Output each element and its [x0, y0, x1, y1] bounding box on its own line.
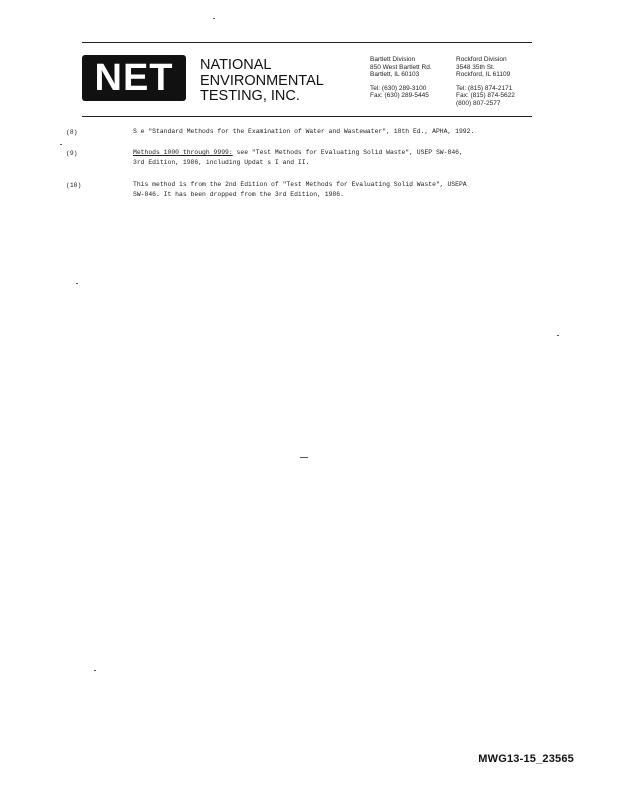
note-reference-underlined: Methods 1000 through 9999:: [133, 149, 233, 156]
note-text: 3rd Edition, 1986, including Updat s I and II.: [133, 159, 310, 166]
division-city: Rockford, IL 61109: [456, 71, 511, 79]
net-logo: [82, 55, 186, 101]
division-tel: Tel: (815) 874-2171: [456, 84, 513, 92]
scan-speck: [94, 670, 96, 671]
division-fax: Fax: (815) 874-5622: [456, 92, 515, 100]
bartlett-division-block: [370, 56, 432, 100]
division-city: Bartlett, IL 60103: [370, 71, 420, 79]
note-number: (8): [66, 129, 78, 136]
header-bottom-rule: [82, 116, 532, 117]
note-text: This method is from the 2nd Edition of "Test Methods for Evaluating Solid Waste", USEPA: [133, 181, 467, 188]
scan-speck: [557, 335, 559, 336]
note-number: (10): [66, 182, 82, 189]
note-text: S e "Standard Methods for the Examination of Water and Wastewater", 18th Ed., APHA, 1992.: [133, 128, 475, 135]
scan-speck: [213, 18, 215, 19]
division-name: Rockford Division: [456, 56, 507, 63]
company-name-line: TESTING, INC.: [200, 88, 300, 104]
note-number: (9): [66, 150, 78, 157]
company-name: [200, 58, 324, 105]
company-name-line: NATIONAL: [200, 57, 272, 73]
division-address: 3548 35th St.: [456, 63, 495, 71]
note-text: [133, 148, 463, 158]
scan-speck: [60, 144, 62, 145]
note-text-rest: see "Test Methods for Evaluating Solid Waste", USEP SW-846,: [232, 149, 463, 156]
division-tel: Tel: (630) 289-3100: [370, 84, 427, 92]
division-fax: Fax: (630) 289-5445: [370, 92, 429, 100]
note-text: SW-846. It has been dropped from the 3rd Edition, 1986.: [133, 191, 344, 198]
division-address: 850 West Bartlett Rd.: [370, 63, 432, 71]
document-id: MWG13-15_23565: [478, 753, 574, 765]
division-phone: (800) 807-2577: [456, 99, 501, 107]
company-name-line: ENVIRONMENTAL: [200, 72, 324, 89]
division-name: Bartlett Division: [370, 56, 416, 63]
rockford-division-block: [456, 56, 515, 108]
scan-speck: [300, 457, 308, 458]
header-top-rule: [82, 42, 532, 43]
logo-text: NET: [94, 57, 174, 99]
scan-speck: [76, 283, 78, 284]
